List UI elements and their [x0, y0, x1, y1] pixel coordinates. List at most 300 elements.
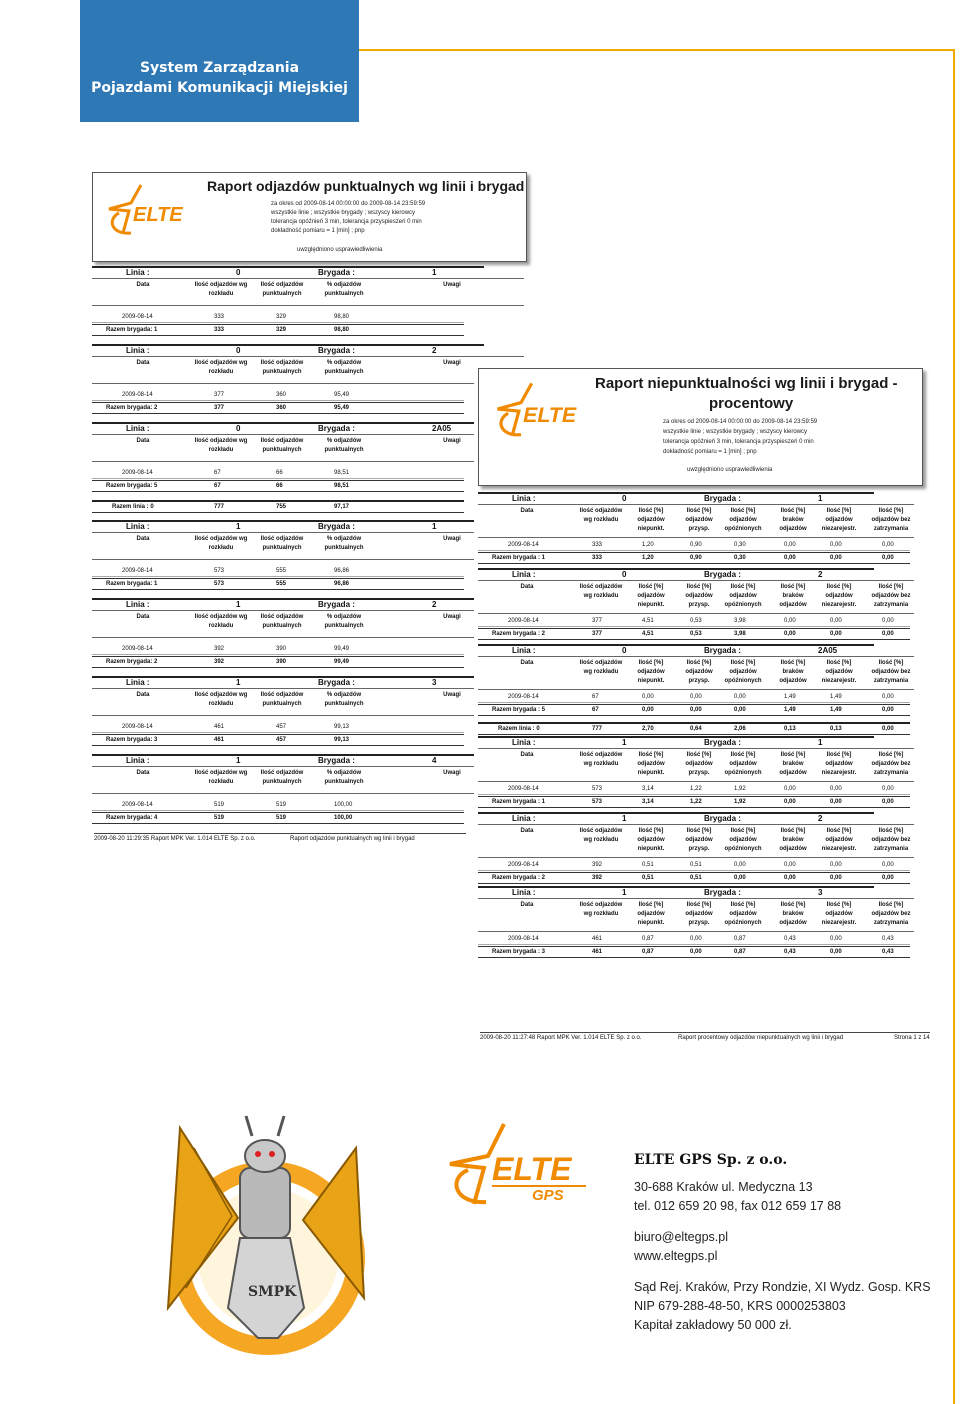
- table-row: [478, 540, 910, 551]
- brygada-value: 1: [432, 522, 437, 531]
- linia-value: 0: [622, 570, 627, 579]
- column-header: Ilość [%] odjazdów opóźnionych: [724, 660, 762, 684]
- column-header: Ilość [%] odjazdów przysp.: [685, 660, 713, 684]
- total-value: 1,49: [830, 707, 842, 713]
- row-date: 2009-08-14: [122, 724, 153, 730]
- column-header: Uwagi: [443, 614, 461, 620]
- column-header: Data: [520, 902, 534, 908]
- column-header: Ilość odjazdów punktualnych: [260, 770, 304, 785]
- total-value: 1,49: [784, 707, 796, 713]
- header-line-1: System Zarządzania: [139, 60, 300, 76]
- column-header-row: [92, 532, 524, 560]
- total-value: 390: [276, 659, 287, 665]
- column-header: % odjazdów punktualnych: [324, 536, 364, 551]
- frame-right-line: [953, 49, 955, 1404]
- column-header: Ilość odjazdów wg rozkładu: [579, 828, 623, 843]
- company-email-link[interactable]: biuro@eltegps.pl: [634, 1230, 728, 1244]
- linia-label: Linia :: [126, 522, 150, 531]
- linia-label: Linia :: [126, 424, 150, 433]
- brygada-label: Brygada :: [318, 424, 355, 433]
- column-header: Data: [136, 770, 150, 776]
- column-header: Ilość [%] odjazdów bez zatrzymania: [871, 828, 911, 852]
- column-header: Ilość odjazdów punktualnych: [260, 614, 304, 629]
- row-date: 2009-08-14: [122, 802, 153, 808]
- brygada-value: 4: [432, 756, 437, 765]
- column-header: Ilość odjazdów wg rozkładu: [194, 536, 248, 551]
- row-value: 0,43: [882, 936, 894, 942]
- table-row: [92, 644, 464, 655]
- report-percent-footer-left: 2009-08-20 11:27:48 Raport MPK Ver. 1.014 ELTE Sp. z o.o.: [480, 1035, 642, 1041]
- line-total-value: 0,13: [830, 726, 842, 732]
- row-value: 0,00: [830, 542, 842, 548]
- group-total-row: [478, 704, 910, 716]
- header-line-2: Pojazdami Komunikacji Miejskiej: [91, 80, 348, 96]
- row-value: 0,51: [642, 862, 654, 868]
- report-punctual-param: uwzględniono usprawiedliwienia: [297, 247, 383, 253]
- report-punctual-footer: [94, 833, 466, 842]
- report-punctual-param: za okres od 2009-08-14 00:00:00 do 2009-08-14 23:59:59: [271, 201, 426, 207]
- row-value: 99,13: [334, 724, 350, 730]
- total-value: 67: [214, 483, 221, 489]
- column-header: % odjazdów punktualnych: [324, 692, 364, 707]
- total-value: 0,00: [830, 631, 842, 637]
- group-total-row: [478, 552, 910, 564]
- column-header: Data: [520, 828, 534, 834]
- column-header: Ilość odjazdów wg rozkładu: [194, 692, 248, 707]
- brygada-value: 2: [818, 814, 823, 823]
- column-header: Ilość odjazdów punktualnych: [260, 282, 304, 297]
- total-value: 0,30: [734, 555, 746, 561]
- row-value: 461: [214, 724, 225, 730]
- row-value: 519: [276, 802, 287, 808]
- row-value: 0,00: [784, 862, 796, 868]
- total-value: 377: [592, 631, 603, 637]
- total-value: 0,87: [734, 949, 746, 955]
- brygada-label: Brygada :: [704, 570, 741, 579]
- logo-gps-text: GPS: [532, 1187, 564, 1204]
- brygada-label: Brygada :: [318, 600, 355, 609]
- total-value: 66: [276, 483, 283, 489]
- row-value: 461: [592, 936, 603, 942]
- report-percent-param: wszystkie linie ; wszystkie brygady ; wszyscy kierowcy: [663, 429, 808, 435]
- row-value: 519: [214, 802, 225, 808]
- column-header: Ilość [%] odjazdów opóźnionych: [724, 752, 762, 776]
- company-website-link[interactable]: www.eltegps.pl: [634, 1249, 718, 1263]
- table-row: [478, 692, 910, 703]
- company-phone: tel. 012 659 20 98, fax 012 659 17 88: [634, 1199, 842, 1213]
- logo-elte-text: ELTE: [492, 1151, 572, 1187]
- column-header: Ilość odjazdów wg rozkładu: [579, 584, 623, 599]
- group-total-row: [92, 324, 464, 336]
- report-punctual-title: Raport odjazdów punktualnych wg linii i brygad: [207, 178, 525, 194]
- total-label: Razem brygada : 3: [492, 949, 546, 955]
- table-row: [92, 722, 464, 733]
- brygada-value: 1: [818, 494, 823, 503]
- row-value: 0,00: [882, 786, 894, 792]
- column-header: Ilość [%] odjazdów niezarejestr.: [821, 584, 857, 608]
- column-header-row: [478, 898, 914, 932]
- elte-gps-logo-icon: [440, 1120, 590, 1210]
- row-value: 100,00: [334, 802, 353, 808]
- column-header-row: [92, 766, 524, 794]
- total-value: 99,49: [334, 659, 350, 665]
- line-total-value: 777: [592, 726, 603, 732]
- row-value: 0,00: [784, 542, 796, 548]
- total-value: 0,51: [642, 875, 654, 881]
- brygada-value: 2: [432, 346, 437, 355]
- column-header: Ilość odjazdów wg rozkładu: [194, 360, 248, 375]
- report-punctual-sheet: [88, 168, 528, 848]
- column-header: Ilość odjazdów wg rozkładu: [194, 438, 248, 453]
- total-value: 461: [592, 949, 603, 955]
- group-total-row: [478, 796, 910, 808]
- column-header: % odjazdów punktualnych: [324, 438, 364, 453]
- column-header-row: [478, 824, 914, 858]
- row-value: 3,98: [734, 618, 746, 624]
- column-header: Ilość odjazdów punktualnych: [260, 360, 304, 375]
- total-value: 98,80: [334, 327, 350, 333]
- row-value: 99,49: [334, 646, 350, 652]
- row-value: 0,00: [882, 862, 894, 868]
- table-row: [478, 934, 910, 945]
- total-label: Razem brygada: 2: [106, 405, 158, 411]
- total-value: 519: [214, 815, 225, 821]
- brygada-label: Brygada :: [318, 756, 355, 765]
- column-header-row: [92, 434, 524, 462]
- row-date: 2009-08-14: [122, 470, 153, 476]
- line-total-value: 755: [276, 504, 287, 510]
- column-header: Uwagi: [443, 282, 461, 288]
- company-address: 30-688 Kraków ul. Medyczna 13: [634, 1180, 813, 1194]
- line-total-row: [92, 500, 464, 513]
- column-header: Ilość [%] odjazdów niepunkt.: [637, 828, 665, 852]
- total-value: 360: [276, 405, 287, 411]
- line-total-value: 0,00: [882, 726, 894, 732]
- row-value: 390: [276, 646, 287, 652]
- company-info: [634, 1152, 931, 1335]
- column-header: Ilość [%] odjazdów niepunkt.: [637, 660, 665, 684]
- report-percent-footer: [480, 1032, 930, 1041]
- row-value: 67: [214, 470, 221, 476]
- column-header-row: [478, 504, 914, 538]
- row-value: 0,00: [690, 694, 702, 700]
- column-header: % odjazdów punktualnych: [324, 360, 364, 375]
- total-value: 392: [214, 659, 225, 665]
- linia-value: 1: [236, 600, 241, 609]
- brygada-label: Brygada :: [318, 678, 355, 687]
- table-row: [478, 784, 910, 795]
- row-value: 0,00: [642, 694, 654, 700]
- total-value: 0,00: [784, 875, 796, 881]
- row-date: 2009-08-14: [508, 936, 539, 942]
- total-value: 457: [276, 737, 287, 743]
- report-percent-param: uwzględniono usprawiedliwienia: [687, 467, 773, 473]
- brygada-value: 3: [818, 888, 823, 897]
- column-header: % odjazdów punktualnych: [324, 770, 364, 785]
- row-date: 2009-08-14: [122, 314, 153, 320]
- linia-value: 0: [622, 646, 627, 655]
- total-value: 0,00: [734, 707, 746, 713]
- total-value: 100,00: [334, 815, 353, 821]
- total-label: Razem brygada : 5: [492, 707, 546, 713]
- linia-value: 1: [622, 888, 627, 897]
- company-nip: NIP 679-288-48-50, KRS 0000253803: [634, 1299, 846, 1313]
- row-value: 0,00: [830, 786, 842, 792]
- row-value: 0,00: [830, 618, 842, 624]
- column-header: Ilość odjazdów wg rozkładu: [579, 508, 623, 523]
- row-value: 98,51: [334, 470, 350, 476]
- group-total-row: [92, 578, 464, 590]
- row-value: 360: [276, 392, 287, 398]
- report-percent-sheet: [474, 362, 934, 1062]
- row-value: 333: [592, 542, 603, 548]
- total-value: 0,43: [784, 949, 796, 955]
- linia-value: 0: [236, 346, 241, 355]
- row-value: 0,43: [784, 936, 796, 942]
- row-value: 0,00: [734, 694, 746, 700]
- total-value: 0,00: [830, 875, 842, 881]
- column-header: Ilość [%] odjazdów bez zatrzymania: [871, 752, 911, 776]
- total-value: 0,00: [882, 631, 894, 637]
- row-date: 2009-08-14: [508, 786, 539, 792]
- mascot-badge-text: SMPK: [248, 1284, 297, 1300]
- report-percent-param: za okres od 2009-08-14 00:00:00 do 2009-08-14 23:59:59: [663, 419, 818, 425]
- group-total-row: [478, 872, 910, 884]
- column-header: % odjazdów punktualnych: [324, 282, 364, 297]
- total-value: 99,13: [334, 737, 350, 743]
- total-value: 329: [276, 327, 287, 333]
- total-label: Razem brygada: 5: [106, 483, 158, 489]
- column-header: Ilość [%] odjazdów niepunkt.: [637, 902, 665, 926]
- column-header: Ilość [%] braków odjazdów: [779, 828, 807, 852]
- report-punctual-footer-left: 2009-08-20 11:29:35 Raport MPK Ver. 1.014 ELTE Sp. z o.o.: [94, 836, 256, 842]
- total-label: Razem brygada : 1: [492, 555, 546, 561]
- total-value: 0,00: [830, 799, 842, 805]
- row-value: 67: [592, 694, 599, 700]
- column-header-row: [478, 748, 914, 782]
- column-header: Ilość [%] odjazdów niepunkt.: [637, 752, 665, 776]
- row-value: 0,90: [690, 542, 702, 548]
- brygada-label: Brygada :: [704, 646, 741, 655]
- linia-label: Linia :: [512, 738, 536, 747]
- row-value: 0,00: [784, 786, 796, 792]
- row-value: 555: [276, 568, 287, 574]
- table-row: [92, 390, 464, 401]
- row-value: 0,53: [690, 618, 702, 624]
- column-header: Uwagi: [443, 438, 461, 444]
- column-header: Uwagi: [443, 770, 461, 776]
- table-row: [478, 616, 910, 627]
- row-date: 2009-08-14: [122, 568, 153, 574]
- brygada-value: 2A05: [818, 646, 838, 655]
- column-header: Ilość [%] odjazdów niezarejestr.: [821, 828, 857, 852]
- total-value: 0,51: [690, 875, 702, 881]
- total-value: 0,43: [882, 949, 894, 955]
- row-value: 0,00: [784, 618, 796, 624]
- row-value: 1,20: [642, 542, 654, 548]
- group-total-row: [92, 480, 464, 492]
- report-percent-footer-right: Strona 1 z 14: [894, 1035, 930, 1041]
- brygada-value: 2: [818, 570, 823, 579]
- brygada-value: 3: [432, 678, 437, 687]
- row-value: 1,92: [734, 786, 746, 792]
- report-punctual-header: [92, 172, 527, 262]
- linia-label: Linia :: [126, 756, 150, 765]
- linia-label: Linia :: [512, 814, 536, 823]
- linia-label: Linia :: [512, 570, 536, 579]
- row-value: 333: [214, 314, 225, 320]
- line-total-value: 2,70: [642, 726, 654, 732]
- column-header: Ilość [%] braków odjazdów: [779, 584, 807, 608]
- column-header-row: [478, 580, 914, 614]
- row-value: 329: [276, 314, 287, 320]
- column-header: Data: [136, 360, 150, 366]
- total-value: 4,51: [642, 631, 654, 637]
- line-total-label: Razem linia : 0: [498, 726, 540, 732]
- report-punctual-param: dokładność pomiaru = 1 [min] ; pnp: [271, 228, 365, 234]
- total-value: 96,86: [334, 581, 350, 587]
- linia-label: Linia :: [126, 600, 150, 609]
- column-header: Ilość odjazdów wg rozkładu: [579, 902, 623, 917]
- column-header: Ilość [%] odjazdów niezarejestr.: [821, 508, 857, 532]
- linia-value: 1: [236, 522, 241, 531]
- total-value: 95,49: [334, 405, 350, 411]
- column-header: Ilość odjazdów wg rozkładu: [194, 770, 248, 785]
- linia-value: 1: [236, 678, 241, 687]
- row-value: 0,00: [882, 618, 894, 624]
- row-date: 2009-08-14: [122, 392, 153, 398]
- column-header: Data: [136, 614, 150, 620]
- total-label: Razem brygada: 1: [106, 327, 158, 333]
- column-header: Ilość [%] odjazdów niezarejestr.: [821, 660, 857, 684]
- row-value: 4,51: [642, 618, 654, 624]
- column-header-row: [92, 356, 524, 384]
- total-label: Razem brygada: 2: [106, 659, 158, 665]
- table-row: [92, 468, 464, 479]
- column-header: Data: [520, 584, 534, 590]
- linia-label: Linia :: [126, 268, 150, 277]
- group-total-row: [92, 734, 464, 746]
- brygada-label: Brygada :: [318, 268, 355, 277]
- linia-value: 0: [236, 268, 241, 277]
- column-header: Ilość [%] odjazdów opóźnionych: [724, 828, 762, 852]
- column-header: Ilość odjazdów wg rozkładu: [194, 282, 248, 297]
- line-total-value: 2,06: [734, 726, 746, 732]
- report-logo-text: ELTE: [133, 204, 183, 226]
- column-header: Data: [520, 508, 534, 514]
- brygada-label: Brygada :: [318, 522, 355, 531]
- total-value: 1,92: [734, 799, 746, 805]
- brygada-label: Brygada :: [704, 738, 741, 747]
- row-date: 2009-08-14: [508, 618, 539, 624]
- total-value: 67: [592, 707, 599, 713]
- linia-value: 1: [622, 814, 627, 823]
- row-value: 1,49: [784, 694, 796, 700]
- column-header-row: [92, 610, 524, 638]
- line-total-row: [478, 722, 910, 735]
- total-value: 0,53: [690, 631, 702, 637]
- table-row: [92, 312, 464, 323]
- column-header: Ilość [%] odjazdów niezarejestr.: [821, 752, 857, 776]
- report-percent-title-2: procentowy: [709, 395, 794, 412]
- frame-top-line: [359, 49, 955, 51]
- column-header: Data: [520, 752, 534, 758]
- row-value: 3,14: [642, 786, 654, 792]
- brygada-value: 1: [818, 738, 823, 747]
- header-banner: [80, 0, 359, 122]
- row-value: 1,49: [830, 694, 842, 700]
- total-label: Razem brygada: 4: [106, 815, 158, 821]
- column-header: Ilość [%] odjazdów opóźnionych: [724, 902, 762, 926]
- row-date: 2009-08-14: [508, 542, 539, 548]
- total-label: Razem brygada: 1: [106, 581, 158, 587]
- column-header: Ilość [%] odjazdów niepunkt.: [637, 584, 665, 608]
- total-value: 0,00: [784, 631, 796, 637]
- linia-label: Linia :: [512, 888, 536, 897]
- column-header: Ilość [%] odjazdów niepunkt.: [637, 508, 665, 532]
- linia-label: Linia :: [126, 346, 150, 355]
- column-header: Ilość odjazdów wg rozkładu: [194, 614, 248, 629]
- total-value: 0,00: [830, 555, 842, 561]
- line-total-value: 0,13: [784, 726, 796, 732]
- column-header: Ilość odjazdów punktualnych: [260, 692, 304, 707]
- row-date: 2009-08-14: [122, 646, 153, 652]
- row-value: 66: [276, 470, 283, 476]
- total-label: Razem brygada : 2: [492, 875, 546, 881]
- row-value: 573: [214, 568, 225, 574]
- elte-logo-icon: [489, 377, 585, 441]
- column-header: Ilość [%] odjazdów bez zatrzymania: [871, 584, 911, 608]
- line-total-label: Razem linia : 0: [112, 504, 154, 510]
- column-header: Data: [520, 660, 534, 666]
- dragon-mascot-image: [128, 1108, 368, 1358]
- report-percent-title: Raport niepunktualności wg linii i brygad -: [595, 375, 898, 392]
- total-value: 0,90: [690, 555, 702, 561]
- column-header: Ilość odjazdów wg rozkładu: [579, 752, 623, 767]
- linia-label: Linia :: [512, 494, 536, 503]
- column-header: Ilość [%] odjazdów bez zatrzymania: [871, 660, 911, 684]
- column-header: Ilość [%] odjazdów przysp.: [685, 902, 713, 926]
- total-value: 0,00: [734, 875, 746, 881]
- row-value: 392: [592, 862, 603, 868]
- total-value: 0,00: [690, 949, 702, 955]
- group-total-row: [478, 628, 910, 640]
- group-total-row: [92, 812, 464, 824]
- column-header: Ilość [%] odjazdów opóźnionych: [724, 508, 762, 532]
- row-value: 0,00: [734, 862, 746, 868]
- brygada-value: 1: [432, 268, 437, 277]
- total-value: 392: [592, 875, 603, 881]
- row-value: 0,87: [642, 936, 654, 942]
- total-label: Razem brygada: 3: [106, 737, 158, 743]
- total-value: 0,00: [882, 707, 894, 713]
- column-header: Ilość [%] odjazdów opóźnionych: [724, 584, 762, 608]
- total-value: 1,22: [690, 799, 702, 805]
- group-total-row: [478, 946, 910, 958]
- row-value: 0,00: [830, 862, 842, 868]
- total-value: 377: [214, 405, 225, 411]
- column-header: Data: [136, 438, 150, 444]
- row-value: 457: [276, 724, 287, 730]
- report-percent-param: tolerancja opóźnień 3 min, tolerancja przyspieszeń 0 min: [663, 439, 814, 445]
- line-total-value: 97,17: [334, 504, 350, 510]
- line-total-value: 0,64: [690, 726, 702, 732]
- column-header: Uwagi: [443, 536, 461, 542]
- linia-value: 0: [622, 494, 627, 503]
- total-value: 98,51: [334, 483, 350, 489]
- row-date: 2009-08-14: [508, 862, 539, 868]
- table-row: [92, 566, 464, 577]
